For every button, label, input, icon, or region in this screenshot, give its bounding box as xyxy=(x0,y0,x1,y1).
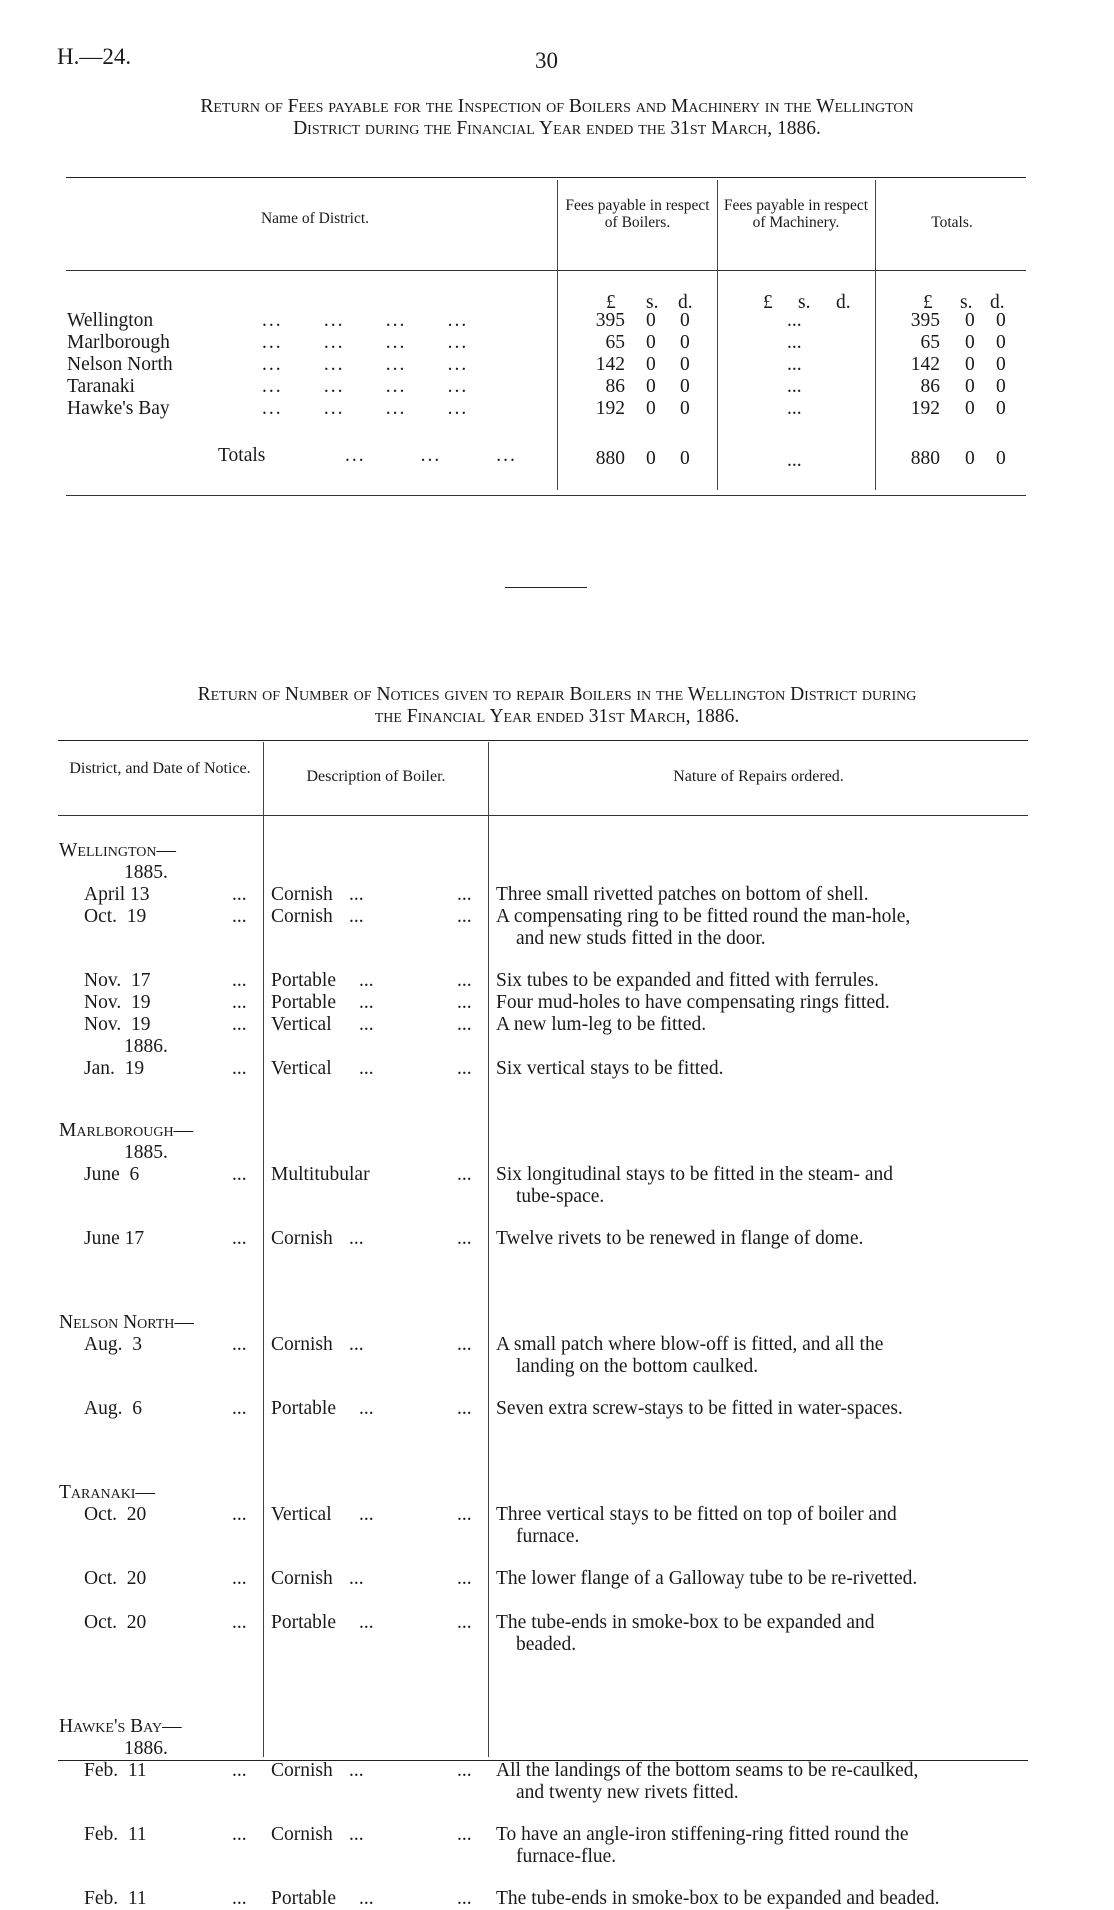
boiler-type: Vertical xyxy=(271,1504,332,1525)
fees-row-boilers-shillings: 0 xyxy=(646,398,656,419)
notices-header-rule xyxy=(58,815,1028,816)
fees-row-totals-pence: 0 xyxy=(996,332,1006,353)
repair-text-line: landing on the bottom caulked. xyxy=(516,1356,759,1377)
fees-bottom-rule xyxy=(66,495,1026,496)
repair-text-line: Twelve rivets to be renewed in flange of dome. xyxy=(496,1228,864,1249)
fees-header-rule xyxy=(66,270,1026,271)
boiler-ellipsis: ... xyxy=(359,992,374,1013)
boiler-type: Portable xyxy=(271,992,336,1013)
repair-ellipsis: ... xyxy=(457,1888,472,1909)
date-ellipsis: ... xyxy=(232,1334,247,1355)
fees-totals-leader: ... ... ... xyxy=(345,445,517,466)
fees-col-divider-1 xyxy=(557,180,558,490)
notices-title-line2: the Financial Year ended 31st March, 1886. xyxy=(374,706,740,727)
notice-date: Feb. 11 xyxy=(84,1824,147,1845)
notice-date: Feb. 11 xyxy=(84,1888,147,1909)
repair-ellipsis: ... xyxy=(457,906,472,927)
repair-ellipsis: ... xyxy=(457,1398,472,1419)
date-ellipsis: ... xyxy=(232,1760,247,1781)
fees-row-machinery: ... xyxy=(787,332,802,353)
date-ellipsis: ... xyxy=(232,1824,247,1845)
notice-date: Jan. 19 xyxy=(84,1058,145,1079)
repair-ellipsis: ... xyxy=(457,1568,472,1589)
notice-date: Oct. 19 xyxy=(84,906,147,927)
notice-date: June 17 xyxy=(84,1228,145,1249)
fees-row-boilers-shillings: 0 xyxy=(646,310,656,331)
page-reference: H.—24. xyxy=(57,44,132,69)
boiler-ellipsis: ... xyxy=(359,1888,374,1909)
fees-row-machinery: ... xyxy=(787,376,802,397)
notice-date: Oct. 20 xyxy=(84,1568,147,1589)
notice-date: Oct. 20 xyxy=(84,1612,147,1633)
boiler-ellipsis: ... xyxy=(349,1568,364,1589)
fees-row-district: Hawke's Bay xyxy=(67,398,170,419)
fees-totals-label: Totals xyxy=(218,445,266,466)
boiler-ellipsis: ... xyxy=(349,1824,364,1845)
repair-ellipsis: ... xyxy=(457,1504,472,1525)
boiler-type: Portable xyxy=(271,1888,336,1909)
boiler-type: Cornish xyxy=(271,1824,333,1845)
repair-text-line: The tube-ends in smoke-box to be expanded and beaded. xyxy=(496,1888,940,1909)
boiler-ellipsis: ... xyxy=(359,1612,374,1633)
fees-row-machinery: ... xyxy=(787,398,802,419)
repair-ellipsis: ... xyxy=(457,992,472,1013)
fees-row-totals-pounds: 65 xyxy=(920,332,940,353)
boiler-ellipsis: ... xyxy=(349,884,364,905)
fees-row-boilers-pounds: 395 xyxy=(595,310,625,331)
boiler-type: Cornish xyxy=(271,1760,333,1781)
date-ellipsis: ... xyxy=(232,1014,247,1035)
fees-row-boilers-pence: 0 xyxy=(680,310,690,331)
fees-row-boilers-pence: 0 xyxy=(680,376,690,397)
fees-row-leader: ... ... ... ... xyxy=(262,376,469,397)
repair-text-line: To have an angle-iron stiffening-ring fitted round the xyxy=(496,1824,909,1845)
fees-row-district: Taranaki xyxy=(67,376,135,397)
fees-row-totals-pence: 0 xyxy=(996,310,1006,331)
fees-row-leader: ... ... ... ... xyxy=(262,310,469,331)
fees-row-totals-shillings: 0 xyxy=(965,332,975,353)
district-heading: Hawke's Bay— xyxy=(59,1716,182,1737)
fees-total-boilers-pounds: 880 xyxy=(595,448,625,469)
boiler-type: Cornish xyxy=(271,1228,333,1249)
date-ellipsis: ... xyxy=(232,1164,247,1185)
boiler-type: Portable xyxy=(271,1398,336,1419)
repair-ellipsis: ... xyxy=(457,970,472,991)
notice-date: Nov. 19 xyxy=(84,992,151,1013)
fees-header-machinery: Fees payable in respect of Machinery. xyxy=(723,197,869,231)
fees-row-machinery: ... xyxy=(787,310,802,331)
fees-row-boilers-pounds: 65 xyxy=(605,332,625,353)
notices-header-date: District, and Date of Notice. xyxy=(69,760,251,777)
repair-ellipsis: ... xyxy=(457,1760,472,1781)
repair-text-line: The tube-ends in smoke-box to be expanded and xyxy=(496,1612,875,1633)
machinery-pence-symbol: d. xyxy=(836,292,851,313)
boiler-ellipsis: ... xyxy=(349,906,364,927)
fees-row-district: Wellington xyxy=(67,310,154,331)
boiler-ellipsis: ... xyxy=(359,1058,374,1079)
notices-header-repairs: Nature of Repairs ordered. xyxy=(673,768,844,785)
boilers-pound-symbol: £ xyxy=(606,292,616,313)
fees-total-grand-pounds: 880 xyxy=(910,448,940,469)
district-heading: Taranaki— xyxy=(59,1482,155,1503)
boiler-type: Vertical xyxy=(271,1014,332,1035)
fees-row-boilers-shillings: 0 xyxy=(646,376,656,397)
notices-header-description: Description of Boiler. xyxy=(306,768,446,785)
fees-total-grand-pence: 0 xyxy=(996,448,1006,469)
machinery-shilling-symbol: s. xyxy=(798,292,811,313)
fees-row-district: Nelson North xyxy=(67,354,173,375)
boiler-type: Cornish xyxy=(271,906,333,927)
fees-row-totals-pounds: 142 xyxy=(910,354,940,375)
repair-text-line: Seven extra screw-stays to be fitted in water-spaces. xyxy=(496,1398,903,1419)
fees-row-boilers-pounds: 192 xyxy=(595,398,625,419)
boiler-type: Multitubular xyxy=(271,1164,370,1185)
repair-ellipsis: ... xyxy=(457,1228,472,1249)
totals-shilling-symbol: s. xyxy=(960,292,973,313)
boiler-ellipsis: ... xyxy=(359,970,374,991)
totals-pence-symbol: d. xyxy=(990,292,1005,313)
fees-row-totals-pence: 0 xyxy=(996,376,1006,397)
fees-header-district: Name of District. xyxy=(260,210,370,227)
fees-row-totals-pence: 0 xyxy=(996,398,1006,419)
boiler-type: Cornish xyxy=(271,884,333,905)
fees-row-leader: ... ... ... ... xyxy=(262,332,469,353)
repair-text-line: All the landings of the bottom seams to be re-caulked, xyxy=(496,1760,919,1781)
district-heading: Nelson North— xyxy=(59,1312,194,1333)
notice-date: Nov. 17 xyxy=(84,970,151,991)
repair-ellipsis: ... xyxy=(457,1014,472,1035)
notice-date: June 6 xyxy=(84,1164,140,1185)
repair-ellipsis: ... xyxy=(457,1824,472,1845)
notice-date: Oct. 20 xyxy=(84,1504,147,1525)
notice-date: April 13 xyxy=(84,884,150,905)
boiler-ellipsis: ... xyxy=(349,1760,364,1781)
boilers-pence-symbol: d. xyxy=(678,292,693,313)
repair-text-line: and new studs fitted in the door. xyxy=(516,928,766,949)
fees-row-boilers-pounds: 86 xyxy=(605,376,625,397)
fees-row-totals-pounds: 192 xyxy=(910,398,940,419)
fees-row-totals-shillings: 0 xyxy=(965,376,975,397)
repair-text-line: Six longitudinal stays to be fitted in the steam- and xyxy=(496,1164,893,1185)
fees-col-divider-3 xyxy=(875,180,876,490)
boiler-ellipsis: ... xyxy=(349,1228,364,1249)
fees-row-boilers-pounds: 142 xyxy=(595,354,625,375)
fees-total-machinery: ... xyxy=(787,450,802,471)
year-label: 1885. xyxy=(124,1142,168,1163)
date-ellipsis: ... xyxy=(232,1058,247,1079)
fees-title-line1: Return of Fees payable for the Inspection of Boilers and Machinery in the Wellington xyxy=(200,96,914,117)
fees-title-line2: District during the Financial Year ended the 31st March, 1886. xyxy=(293,118,821,139)
fees-total-grand-shillings: 0 xyxy=(965,448,975,469)
date-ellipsis: ... xyxy=(232,970,247,991)
repair-text-line: The lower flange of a Galloway tube to be re-rivetted. xyxy=(496,1568,918,1589)
boiler-ellipsis: ... xyxy=(359,1398,374,1419)
fees-row-totals-shillings: 0 xyxy=(965,310,975,331)
notices-col-divider-2 xyxy=(488,742,489,1757)
fees-row-leader: ... ... ... ... xyxy=(262,354,469,375)
repair-text-line: Three vertical stays to be fitted on top of boiler and xyxy=(496,1504,897,1525)
fees-row-machinery: ... xyxy=(787,354,802,375)
fees-total-boilers-pence: 0 xyxy=(680,448,690,469)
section-separator xyxy=(505,587,587,588)
date-ellipsis: ... xyxy=(232,1504,247,1525)
fees-row-totals-pounds: 395 xyxy=(910,310,940,331)
boilers-shilling-symbol: s. xyxy=(646,292,659,313)
fees-row-boilers-shillings: 0 xyxy=(646,332,656,353)
totals-pound-symbol: £ xyxy=(923,292,933,313)
repair-text-line: Three small rivetted patches on bottom of shell. xyxy=(496,884,869,905)
date-ellipsis: ... xyxy=(232,1398,247,1419)
boiler-type: Vertical xyxy=(271,1058,332,1079)
repair-text-line: furnace. xyxy=(516,1526,580,1547)
repair-ellipsis: ... xyxy=(457,884,472,905)
repair-text-line: and twenty new rivets fitted. xyxy=(516,1782,739,1803)
fees-row-totals-shillings: 0 xyxy=(965,398,975,419)
boiler-ellipsis: ... xyxy=(359,1014,374,1035)
notice-date: Nov. 19 xyxy=(84,1014,151,1035)
date-ellipsis: ... xyxy=(232,1612,247,1633)
boiler-ellipsis: ... xyxy=(359,1504,374,1525)
notice-date: Feb. 11 xyxy=(84,1760,147,1781)
year-label: 1886. xyxy=(124,1036,168,1057)
boiler-type: Portable xyxy=(271,970,336,991)
fees-row-leader: ... ... ... ... xyxy=(262,398,469,419)
repair-text-line: furnace-flue. xyxy=(516,1846,617,1867)
date-ellipsis: ... xyxy=(232,1568,247,1589)
repair-text-line: Six tubes to be expanded and fitted with ferrules. xyxy=(496,970,879,991)
date-ellipsis: ... xyxy=(232,884,247,905)
repair-ellipsis: ... xyxy=(457,1612,472,1633)
repair-text-line: A small patch where blow-off is fitted, and all the xyxy=(496,1334,884,1355)
date-ellipsis: ... xyxy=(232,992,247,1013)
repair-text-line: A new lum-leg to be fitted. xyxy=(496,1014,707,1035)
fees-row-boilers-pence: 0 xyxy=(680,332,690,353)
boiler-ellipsis: ... xyxy=(349,1334,364,1355)
page-number: 30 xyxy=(535,48,558,73)
fees-header-boilers: Fees payable in respect of Boilers. xyxy=(565,197,710,231)
notices-title-line1: Return of Number of Notices given to repair Boilers in the Wellington District during xyxy=(197,684,917,705)
notice-date: Aug. 3 xyxy=(84,1334,142,1355)
boiler-type: Cornish xyxy=(271,1334,333,1355)
fees-top-rule xyxy=(66,177,1026,178)
fees-row-boilers-shillings: 0 xyxy=(646,354,656,375)
fees-header-totals: Totals. xyxy=(931,214,973,231)
date-ellipsis: ... xyxy=(232,1888,247,1909)
fees-row-district: Marlborough xyxy=(67,332,170,353)
fees-row-boilers-pence: 0 xyxy=(680,398,690,419)
fees-col-divider-2 xyxy=(717,180,718,490)
fees-row-totals-shillings: 0 xyxy=(965,354,975,375)
repair-text-line: Six vertical stays to be fitted. xyxy=(496,1058,724,1079)
year-label: 1885. xyxy=(124,862,168,883)
year-label: 1886. xyxy=(124,1738,168,1759)
boiler-type: Cornish xyxy=(271,1568,333,1589)
repair-ellipsis: ... xyxy=(457,1058,472,1079)
repair-text-line: A compensating ring to be fitted round the man-hole, xyxy=(496,906,911,927)
fees-row-totals-pounds: 86 xyxy=(920,376,940,397)
machinery-pound-symbol: £ xyxy=(763,292,773,313)
district-heading: Wellington— xyxy=(59,840,176,861)
repair-ellipsis: ... xyxy=(457,1334,472,1355)
notices-top-rule xyxy=(58,740,1028,741)
repair-ellipsis: ... xyxy=(457,1164,472,1185)
notices-col-divider-1 xyxy=(263,742,264,1757)
notice-date: Aug. 6 xyxy=(84,1398,142,1419)
date-ellipsis: ... xyxy=(232,906,247,927)
district-heading: Marlborough— xyxy=(59,1120,194,1141)
fees-total-boilers-shillings: 0 xyxy=(646,448,656,469)
repair-text-line: Four mud-holes to have compensating rings fitted. xyxy=(496,992,890,1013)
fees-row-totals-pence: 0 xyxy=(996,354,1006,375)
date-ellipsis: ... xyxy=(232,1228,247,1249)
fees-row-boilers-pence: 0 xyxy=(680,354,690,375)
repair-text-line: beaded. xyxy=(516,1634,577,1655)
repair-text-line: tube-space. xyxy=(516,1186,605,1207)
boiler-type: Portable xyxy=(271,1612,336,1633)
